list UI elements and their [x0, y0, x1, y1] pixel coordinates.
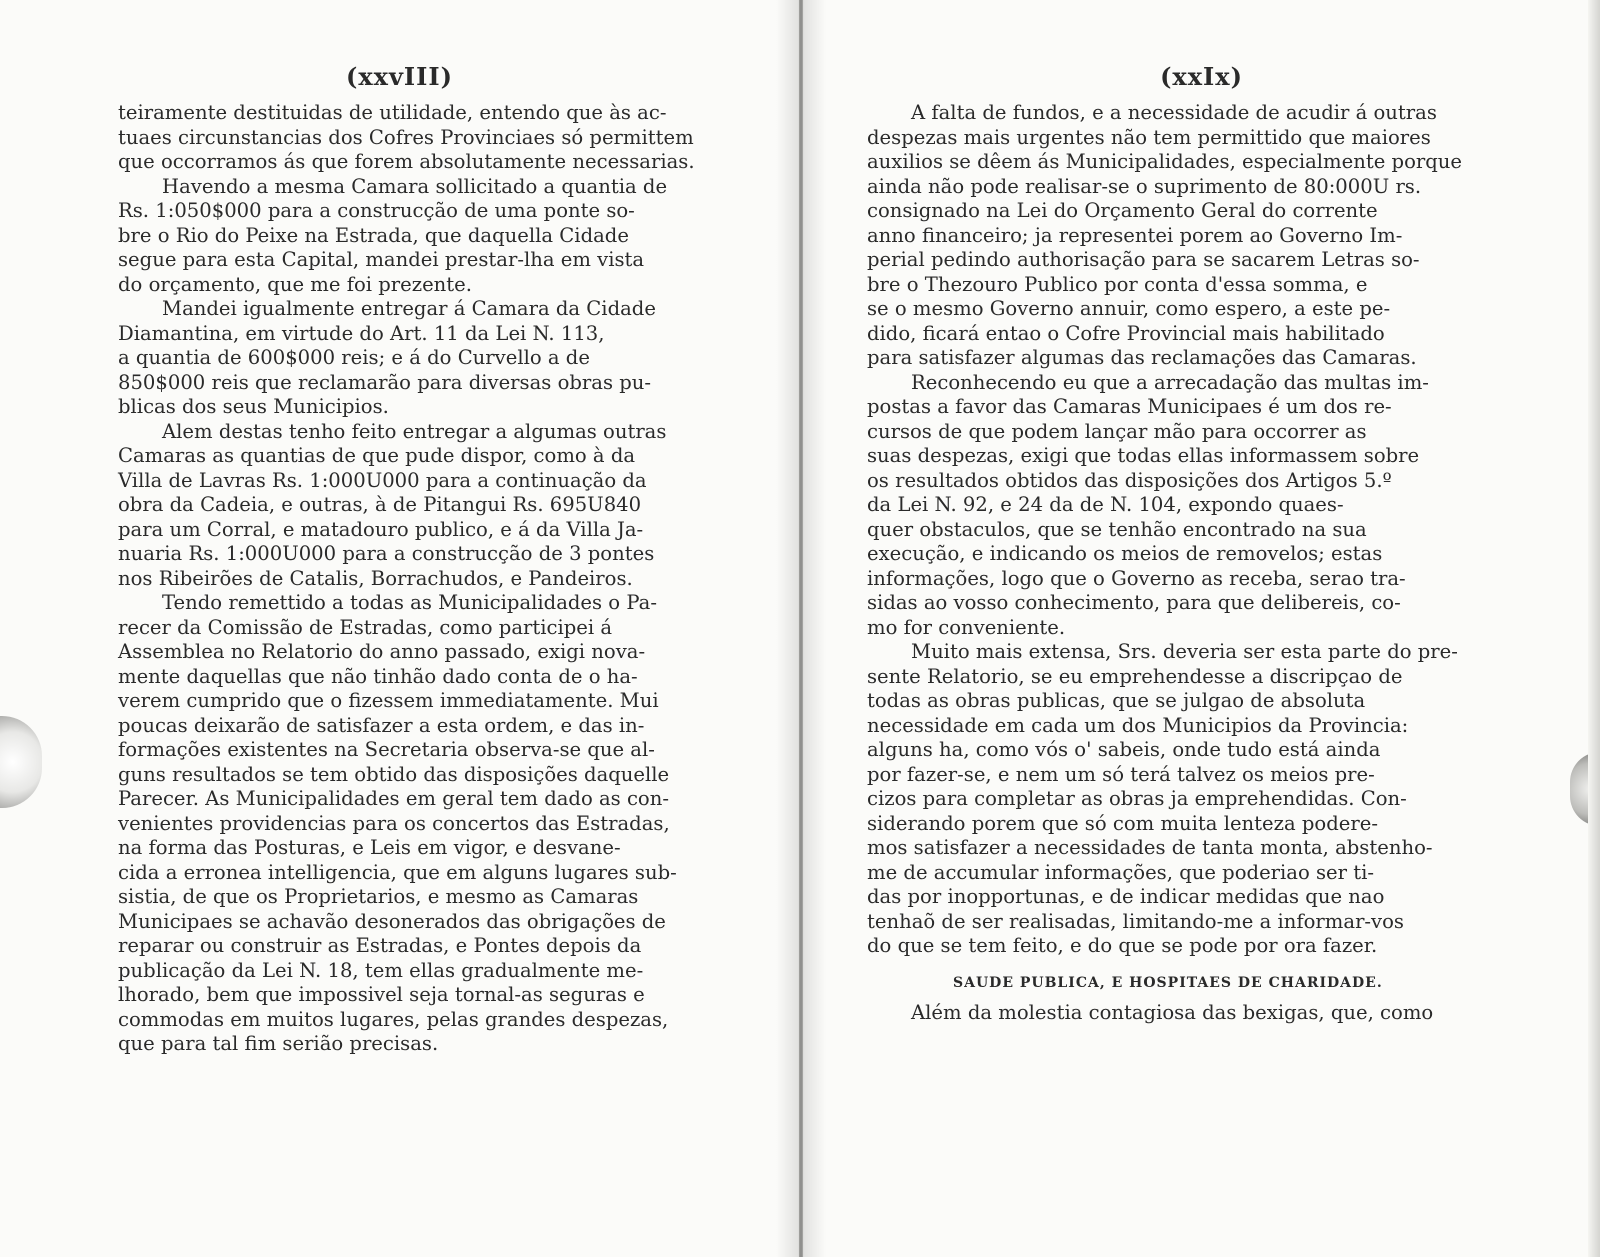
right-line: despezas mais urgentes não tem permittido que maiores — [867, 125, 1431, 149]
left-line: teiramente destituidas de utilidade, entendo que às ac- — [118, 101, 667, 124]
right-line: cursos de que podem lançar mão para occorrer as — [867, 419, 1367, 443]
right-page-number: (xxIx) — [1160, 62, 1243, 91]
left-line: segue para esta Capital, mandei prestar-lha em vista — [118, 248, 645, 271]
left-line: Parecer. As Municipalidades em geral tem dado as con- — [118, 787, 669, 810]
right-line: mos satisfazer a necessidades de tanta monta, abstenho- — [867, 836, 1433, 859]
left-line: tuaes circunstancias dos Cofres Provinciaes só permittem — [118, 125, 694, 149]
left-line: recer da Comissão de Estradas, como participei á — [118, 615, 613, 639]
left-line: poucas deixarão de satisfazer a esta ordem, e das in- — [118, 713, 645, 737]
left-line: nos Ribeirões de Catalis, Borrachudos, e Pandeiros. — [118, 566, 633, 590]
left-line: que para tal fim serião precisas. — [118, 1032, 439, 1055]
left-page-number: (xxvIII) — [346, 62, 453, 91]
right-line: alguns ha, como vós o' sabeis, onde tudo está ainda — [867, 738, 1381, 761]
right-line: suas despezas, exigi que todas ellas informassem sobre — [867, 444, 1420, 467]
left-line: na forma das Posturas, e Leis em vigor, e desvane- — [118, 836, 621, 859]
left-line: obra da Cadeia, e outras, à de Pitangui Rs. 695U840 — [118, 493, 642, 516]
left-line: sistia, de que os Proprietarios, e mesmo as Camaras — [118, 885, 639, 908]
right-page-body — [867, 101, 1463, 1026]
left-line: commodas em muitos lugares, pelas grandes despezas, — [118, 1007, 669, 1031]
left-page-body — [118, 101, 718, 1057]
right-line: consignado na Lei do Orçamento Geral do corrente — [867, 199, 1378, 222]
left-line: Municipaes se achavão desonerados das obrigações de — [118, 909, 666, 933]
left-line: cida a erronea intelligencia, que em alguns lugares sub- — [118, 860, 677, 884]
left-line: mente daquellas que não tinhão dado conta de o ha- — [118, 664, 638, 688]
left-line: que occorramos ás que forem absolutamente necessarias. — [118, 150, 695, 173]
right-line: se o mesmo Governo annuir, como espero, a este pe- — [867, 297, 1391, 320]
right-line: sidas ao vosso conhecimento, para que delibereis, co- — [867, 591, 1401, 614]
left-line: venientes providencias para os concertos das Estradas, — [118, 811, 670, 835]
right-line: perial pedindo authorisação para se sacarem Letras so- — [867, 248, 1420, 271]
left-line: do orçamento, que me foi prezente. — [118, 272, 472, 296]
right-line: tenhaõ de ser realisadas, limitando-me a informar-vos — [867, 909, 1404, 933]
section-heading: SAUDE PUBLICA, E HOSPITAES DE CHARIDADE. — [953, 974, 1383, 991]
right-line: cizos para completar as obras ja emprehendidas. Con- — [867, 787, 1407, 810]
left-line: guns resultados se tem obtido das disposições daquelle — [118, 762, 670, 786]
right-line: das por inopportunas, e de indicar medidas que nao — [867, 885, 1385, 908]
right-line: auxilios se dêem ás Municipalidades, especialmente porque — [867, 150, 1462, 173]
left-line: para um Corral, e matadouro publico, e á da Villa Ja- — [118, 517, 644, 541]
right-line: bre o Thezouro Publico por conta d'essa somma, e — [867, 272, 1368, 296]
right-line: siderando porem que só com muita lenteza podere- — [867, 811, 1378, 835]
book-gutter — [776, 0, 826, 1257]
right-line: Reconhecendo eu que a arrecadação das multas im- — [911, 370, 1429, 394]
left-line: Diamantina, em virtude do Art. 11 da Lei N. 113, — [118, 321, 605, 345]
left-line: Villa de Lavras Rs. 1:000U000 para a continuação da — [118, 468, 647, 492]
right-line: Muito mais extensa, Srs. deveria ser esta parte do pre- — [911, 640, 1458, 663]
right-line: todas as obras publicas, que se julgao de absoluta — [867, 689, 1366, 712]
right-line: quer obstaculos, que se tenhão encontrado na sua — [867, 517, 1367, 541]
right-line: mo for conveniente. — [867, 615, 1066, 639]
left-line: Mandei igualmente entregar á Camara da Cidade — [162, 297, 656, 320]
left-line: publicação da Lei N. 18, tem ellas gradualmente me- — [118, 958, 644, 982]
left-line: reparar ou construir as Estradas, e Pontes depois da — [118, 934, 642, 957]
left-line: blicas dos seus Municipios. — [118, 395, 389, 418]
left-line: Havendo a mesma Camara sollicitado a quantia de — [162, 174, 668, 198]
left-line: Assemblea no Relatorio do anno passado, exigi nova- — [118, 640, 646, 663]
right-line: Além da molestia contagiosa das bexigas, que, como — [911, 1001, 1434, 1024]
right-line: informações, logo que o Governo as receba, serao tra- — [867, 566, 1406, 590]
right-page — [802, 0, 1600, 1257]
right-line: execução, e indicando os meios de removelos; estas — [867, 542, 1383, 565]
right-line: ainda não pode realisar-se o suprimento de 80:000U rs. — [867, 174, 1422, 198]
right-line: da Lei N. 92, e 24 da de N. 104, expondo quaes- — [867, 493, 1344, 516]
left-line: Camaras as quantias de que pude dispor, como à da — [118, 444, 636, 467]
right-line: por fazer-se, e nem um só terá talvez os meios pre- — [867, 762, 1375, 786]
left-line: Rs. 1:050$000 para a construcção de uma ponte so- — [118, 199, 635, 222]
right-line: postas a favor das Camaras Municipaes é um dos re- — [867, 395, 1392, 418]
right-line: para satisfazer algumas das reclamações das Camaras. — [867, 346, 1417, 369]
right-line: dido, ficará entao o Cofre Provincial mais habilitado — [867, 321, 1385, 345]
left-line: a quantia de 600$000 reis; e á do Curvello a de — [118, 346, 590, 369]
right-line: do que se tem feito, e do que se pode por ora fazer. — [867, 934, 1378, 957]
right-page-edge — [1588, 0, 1600, 1257]
left-line: nuaria Rs. 1:000U000 para a construcção de 3 pontes — [118, 542, 655, 565]
left-line: Alem destas tenho feito entregar a algumas outras — [162, 419, 667, 443]
right-line: me de accumular informações, que poderiao ser ti- — [867, 860, 1375, 884]
left-line: formações existentes na Secretaria observa-se que al- — [118, 738, 655, 761]
left-line: Tendo remettido a todas as Municipalidades o Pa- — [162, 591, 657, 614]
right-line: os resultados obtidos das disposições dos Artigos 5.º — [867, 468, 1392, 492]
left-line: 850$000 reis que reclamarão para diversas obras pu- — [118, 370, 652, 394]
left-line: lhorado, bem que impossivel seja tornal-as seguras e — [118, 983, 645, 1006]
right-line: A falta de fundos, e a necessidade de acudir á outras — [911, 101, 1437, 124]
right-line: anno financeiro; ja representei porem ao Governo Im- — [867, 223, 1403, 247]
right-line: sente Relatorio, se eu emprehendesse a discripçao de — [867, 664, 1403, 688]
left-line: verem cumprido que o fizessem immediatamente. Mui — [118, 689, 659, 712]
left-line: bre o Rio do Peixe na Estrada, que daquella Cidade — [118, 223, 629, 247]
right-line: necessidade em cada um dos Municipios da Provincia: — [867, 713, 1409, 737]
